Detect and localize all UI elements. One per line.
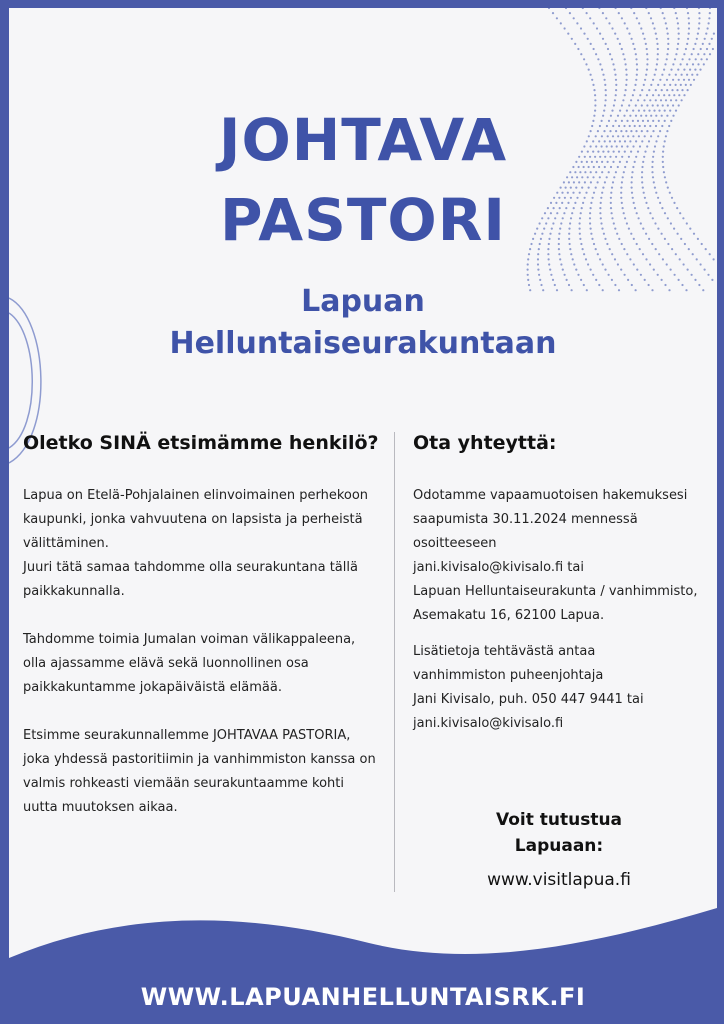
subtitle-line-2: Helluntaiseurakuntaan [169,326,557,361]
left-text-line: valmis rohkeasti viemään seurakuntaamme kohti [23,776,345,791]
column-divider [394,432,395,892]
email-link[interactable]: jani.kivisalo@kivisalo.fi [413,716,564,731]
left-text-line: Tahdomme toimia Jumalan voiman välikappaleena, [23,632,356,647]
right-text-line: vanhimmiston puheenjohtaja [413,668,604,683]
left-text-line: Etsimme seurakunnallemme JOHTAVAA PASTORIA, [23,728,351,743]
left-text-line: välittäminen. [23,536,109,551]
right-text-line: Odotamme vapaamuotoisen hakemuksesi [413,488,688,503]
left-text-line: kaupunki, jonka vahvuutena on lapsista ja perheistä [23,512,363,527]
left-column-text [23,484,393,820]
left-text-line: paikkakuntamme jokapäiväistä elämää. [23,680,282,695]
left-text-line: paikkakunnalla. [23,584,125,599]
right-text-line: Lisätietoja tehtävästä antaa [413,644,596,659]
title-line-2: PASTORI [220,186,506,254]
title-line-1: JOHTAVA [218,106,508,174]
left-text-line: Lapua on Etelä-Pohjalainen elinvoimainen perhekoon [23,488,369,503]
subtitle-line-1: Lapuan [301,284,425,319]
visit-heading-line-2: Lapuaan: [514,836,604,856]
visit-url-link[interactable]: www.visitlapua.fi [487,870,631,890]
footer-website-link[interactable]: WWW.LAPUANHELLUNTAISRK.FI [140,983,586,1011]
left-text-line: olla ajassamme elävä sekä luonnollinen osa [23,656,309,671]
right-column-text [413,484,713,736]
left-text-line: uutta muutoksen aikaa. [23,800,178,815]
email-link[interactable]: jani.kivisalo@kivisalo.fi tai [413,560,584,575]
right-text-line: osoitteeseen [413,536,497,551]
left-text-line: joka yhdessä pastoritiimin ja vanhimmiston kanssa on [23,752,376,767]
left-text-line: Juuri tätä samaa tahdomme olla seurakuntana tällä [23,560,358,575]
right-text-line: saapumista 30.11.2024 mennessä [413,512,638,527]
right-column-heading: Ota yhteyttä: [413,432,557,454]
left-column-heading: Oletko SINÄ etsimämme henkilö? [23,432,379,454]
phone-line: Jani Kivisalo, puh. 050 447 9441 tai [413,692,644,707]
visit-heading-line-1: Voit tutustua [495,810,623,830]
right-text-line: Lapuan Helluntaiseurakunta / vanhimmisto, [413,584,698,599]
poster-paper [9,8,717,1016]
right-text-line: Asemakatu 16, 62100 Lapua. [413,608,605,623]
